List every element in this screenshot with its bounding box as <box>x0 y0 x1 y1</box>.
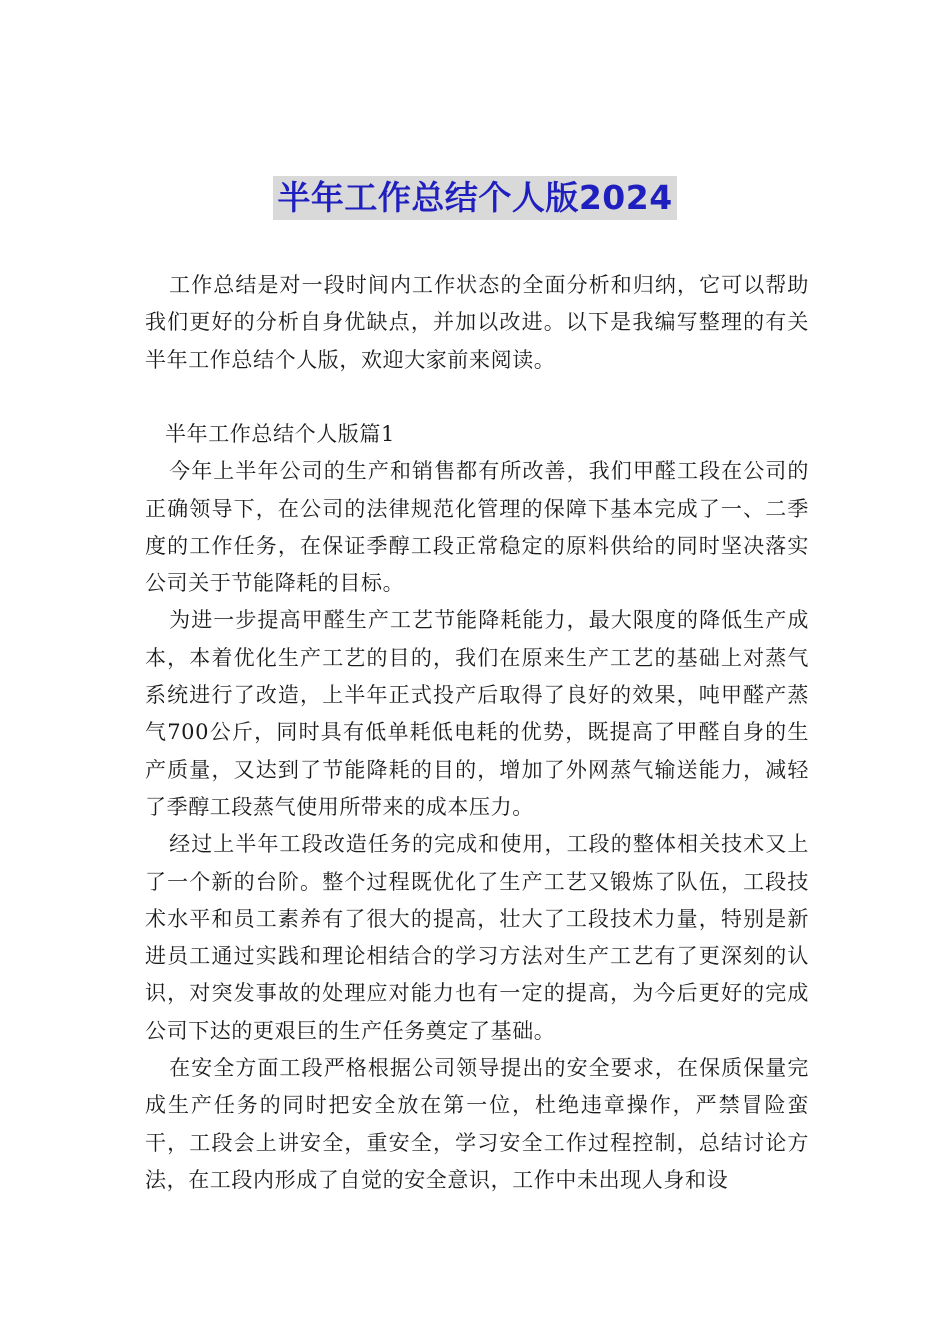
body-paragraph: 为进一步提高甲醛生产工艺节能降耗能力，最大限度的降低生产成本，本着优化生产工艺的目的，我们在原来生产工艺的基础上对蒸气系统进行了改造，上半年正式投产后取得了良好的效果，吨甲醛产蒸气700公斤，同时具有低单耗低电耗的优势，既提高了甲醛自身的生产质量，又达到了节能降耗的目的，增加了外网蒸气输送能力，减轻了季醇工段蒸气使用所带来的成本压力。 <box>145 608 809 819</box>
intro-paragraph: 工作总结是对一段时间内工作状态的全面分析和归纳，它可以帮助我们更好的分析自身优缺点，并加以改进。以下是我编写整理的有关半年工作总结个人版，欢迎大家前来阅读。 <box>145 273 809 372</box>
body-paragraph: 在安全方面工段严格根据公司领导提出的安全要求，在保质保量完成生产任务的同时把安全放在第一位，杜绝违章操作，严禁冒险蛮干，工段会上讲安全，重安全，学习安全工作过程控制，总结讨论方法，在工段内形成了自觉的安全意识，工作中未出现人身和设 <box>145 1056 809 1192</box>
section-heading: 半年工作总结个人版篇1 <box>165 422 395 446</box>
document-title: 半年工作总结个人版2024 <box>273 176 676 220</box>
section-block <box>145 416 809 1199</box>
title-container <box>0 176 950 220</box>
body-paragraph: 经过上半年工段改造任务的完成和使用，工段的整体相关技术又上了一个新的台阶。整个过程既优化了生产工艺又锻炼了队伍，工段技术水平和员工素养有了很大的提高，壮大了工段技术力量，特别是新进员工通过实践和理论相结合的学习方法对生产工艺有了更深刻的认识，对突发事故的处理应对能力也有一定的提高，为今后更好的完成公司下达的更艰巨的生产任务奠定了基础。 <box>145 832 809 1043</box>
body-paragraph: 今年上半年公司的生产和销售都有所改善，我们甲醛工段在公司的正确领导下，在公司的法律规范化管理的保障下基本完成了一、二季度的工作任务，在保证季醇工段正常稳定的原料供给的同时坚决落实公司关于节能降耗的目标。 <box>145 459 809 596</box>
intro-block <box>145 267 809 379</box>
